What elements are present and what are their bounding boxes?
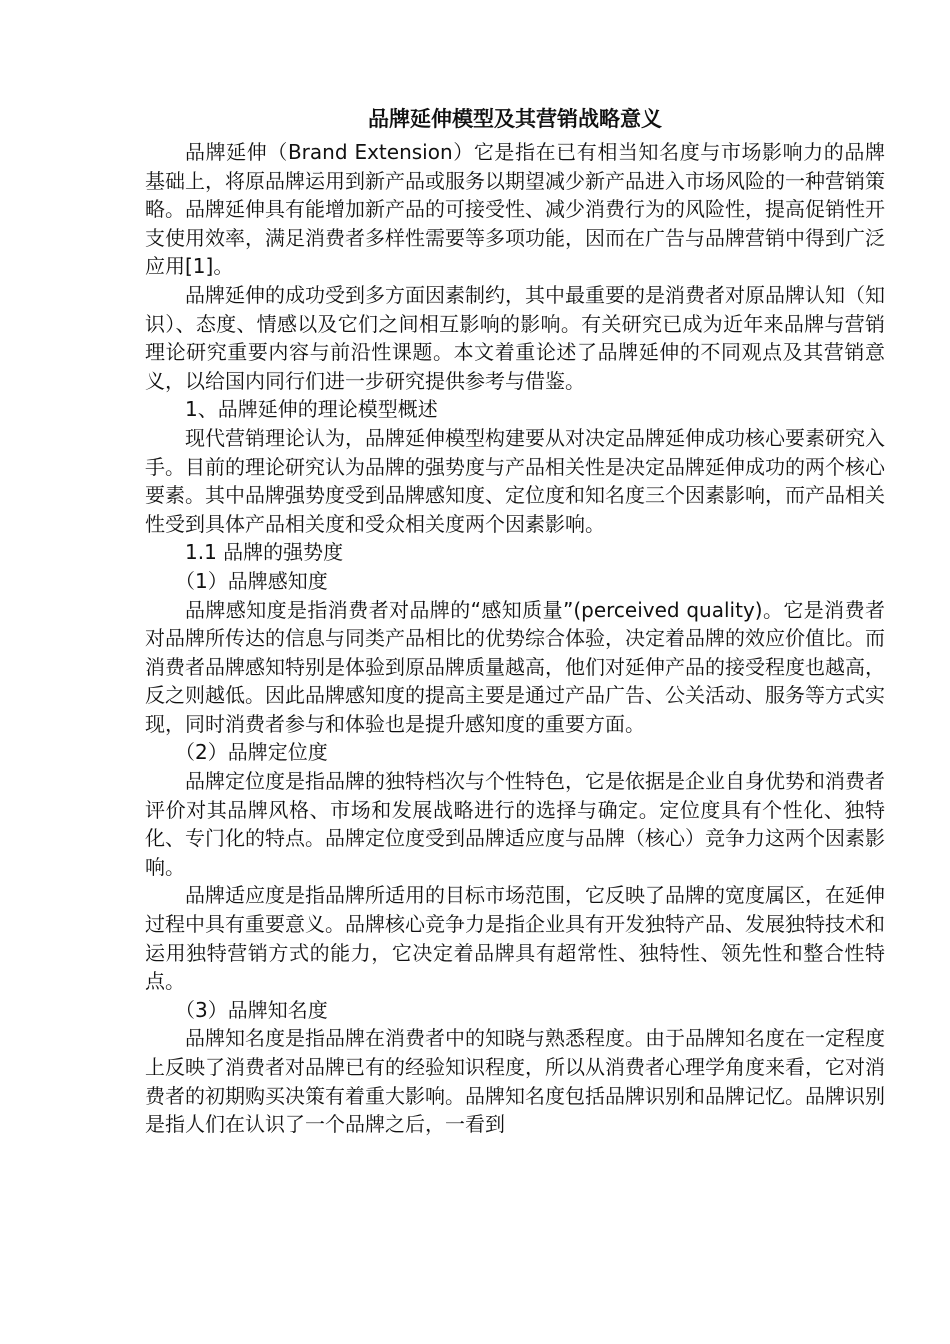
paragraph-perception: 品牌感知度是指消费者对品牌的“感知质量”(perceived quality)。它是消费者对品牌所传达的信息与同类产品相比的优势综合体验，决定着品牌的效应价值比。而消费者品牌感知特别是体验到原品牌质量越高，他们对延伸产品的接受程度也越高，反之则越低。因此品牌感知度的提高主要是通过产品广告、公关活动、服务等方式实现，同时消费者参与和体验也是提升感知度的重要方面。: [145, 597, 885, 736]
section-heading-1: 1、品牌延伸的理论模型概述: [185, 397, 438, 422]
paragraph-adaptability: 品牌适应度是指品牌所适用的目标市场范围，它反映了品牌的宽度属区，在延伸过程中具有重要意义。品牌核心竞争力是指企业具有开发独特产品、发展独特技术和运用独特营销方式的能力，它决定着品牌具有超常性、独特性、领先性和整合性特点。: [145, 883, 885, 994]
subsection-heading-1-1: 1.1 品牌的强势度: [185, 540, 344, 565]
paragraph-constraints: 品牌延伸的成功受到多方面因素制约，其中最重要的是消费者对原品牌认知（知识）、态度、情感以及它们之间相互影响的影响。有关研究已成为近年来品牌与营销理论研究重要内容与前沿性课题。本文着重论述了品牌延伸的不同观点及其营销意义，以给国内同行们进一步研究提供参考与借鉴。: [145, 282, 885, 393]
item-heading-awareness: （3）品牌知名度: [175, 997, 328, 1022]
paragraph-awareness: 品牌知名度是指品牌在消费者中的知晓与熟悉程度。由于品牌知名度在一定程度上反映了消费者对品牌已有的经验知识程度，所以从消费者心理学角度来看，它对消费者的初期购买决策有着重大影响。品牌知名度包括品牌识别和品牌记忆。品牌识别是指人们在认识了一个品牌之后，一看到: [145, 1026, 885, 1137]
item-heading-perception: （1）品牌感知度: [175, 568, 328, 593]
paragraph-intro: 品牌延伸（Brand Extension）它是指在已有相当知名度与市场影响力的品牌基础上，将原品牌运用到新产品或服务以期望减少新产品进入市场风险的一种营销策略。品牌延伸具有能增加新产品的可接受性、减少消费行为的风险性，提高促销性开支使用效率，满足消费者多样性需要等多项功能，因而在广告与品牌营销中得到广泛应用[1]。: [145, 140, 885, 279]
paragraph-model-overview: 现代营销理论认为，品牌延伸模型构建要从对决定品牌延伸成功核心要素研究入手。目前的理论研究认为品牌的强势度与产品相关性是决定品牌延伸成功的两个核心要素。其中品牌强势度受到品牌感知度、定位度和知名度三个因素影响，而产品相关性受到具体产品相关度和受众相关度两个因素影响。: [145, 425, 885, 536]
document-page: [145, 104, 885, 1139]
document-title: 品牌延伸模型及其营销战略意义: [368, 107, 662, 131]
paragraph-positioning: 品牌定位度是指品牌的独特档次与个性特色，它是依据是企业自身优势和消费者评价对其品牌风格、市场和发展战略进行的选择与确定。定位度具有个性化、独特化、专门化的特点。品牌定位度受到品牌适应度与品牌（核心）竞争力这两个因素影响。: [145, 769, 885, 879]
item-heading-positioning: （2）品牌定位度: [175, 740, 328, 765]
